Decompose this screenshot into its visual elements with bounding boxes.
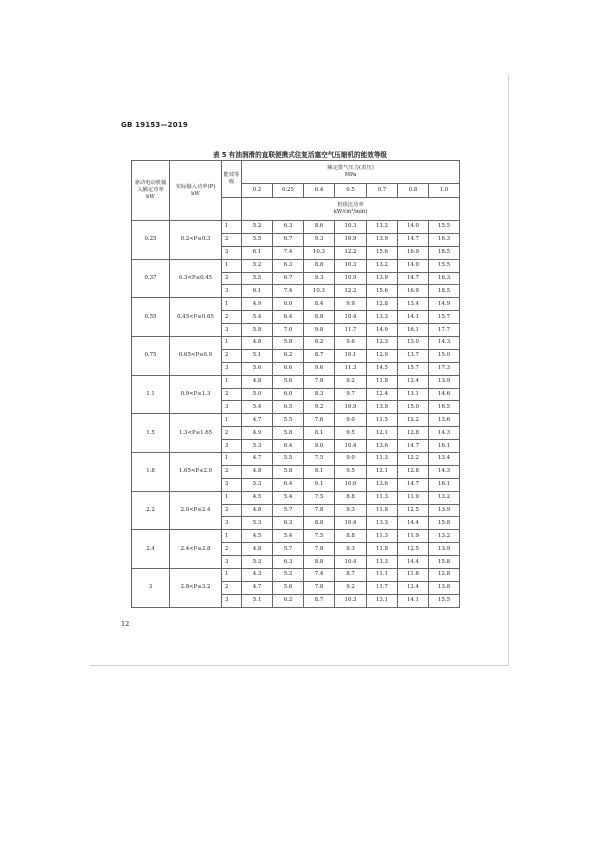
value-cell: 6.5	[273, 401, 304, 414]
pressure-value: 0.4	[304, 184, 335, 198]
value-cell: 5.8	[273, 427, 304, 440]
value-cell: 7.4	[273, 285, 304, 298]
rated-power-cell: 0.37	[132, 259, 170, 298]
value-cell: 14.6	[429, 388, 460, 401]
value-cell: 5.3	[273, 569, 304, 582]
value-cell: 13.9	[429, 543, 460, 556]
value-cell: 5.3	[242, 517, 273, 530]
value-cell: 6.1	[242, 246, 273, 259]
value-cell: 5.6	[273, 375, 304, 388]
value-cell: 12.9	[367, 349, 398, 362]
value-cell: 15.0	[429, 349, 460, 362]
value-cell: 4.7	[242, 414, 273, 427]
value-cell: 11.9	[398, 530, 429, 543]
value-cell: 5.2	[242, 259, 273, 272]
value-cell: 10.3	[335, 594, 367, 607]
power-range-cell: 1.65<P≤2.0	[170, 453, 222, 492]
value-cell: 12.2	[398, 414, 429, 427]
rated-power-cell: 3	[132, 569, 170, 608]
value-cell: 10.4	[335, 311, 367, 324]
value-cell: 5.0	[242, 388, 273, 401]
value-cell: 13.6	[429, 414, 460, 427]
value-cell: 8.8	[335, 491, 367, 504]
value-cell: 4.7	[242, 581, 273, 594]
value-cell: 9.0	[335, 453, 367, 466]
value-cell: 5.1	[242, 594, 273, 607]
pressure-value: 0.5	[335, 184, 367, 198]
value-cell: 9.2	[335, 375, 367, 388]
value-cell: 8.7	[304, 349, 335, 362]
value-cell: 5.5	[242, 272, 273, 285]
value-cell: 12.4	[367, 388, 398, 401]
rated-power-cell: 1.5	[132, 414, 170, 453]
grade-cell: 1	[222, 221, 242, 234]
value-cell: 10.4	[335, 517, 367, 530]
energy-efficiency-table	[131, 160, 460, 608]
value-cell: 5.4	[273, 530, 304, 543]
power-range-cell: 0.3<P≤0.45	[170, 259, 222, 298]
value-cell: 9.6	[335, 337, 367, 350]
value-cell: 6.0	[273, 388, 304, 401]
value-cell: 16.1	[429, 440, 460, 453]
value-cell: 10.1	[335, 349, 367, 362]
value-cell: 11.8	[398, 569, 429, 582]
value-cell: 6.4	[273, 311, 304, 324]
value-cell: 14.3	[429, 427, 460, 440]
table-row	[132, 259, 460, 272]
grade-cell: 1	[222, 569, 242, 582]
value-cell: 13.6	[367, 440, 398, 453]
value-cell: 5.4	[242, 311, 273, 324]
value-cell: 11.9	[398, 491, 429, 504]
value-cell: 10.3	[335, 259, 367, 272]
value-cell: 8.1	[304, 427, 335, 440]
power-range-cell: 2.8<P≤3.2	[170, 569, 222, 608]
value-cell: 16.1	[429, 478, 460, 491]
value-cell: 9.2	[335, 581, 367, 594]
value-cell: 5.6	[273, 581, 304, 594]
value-cell: 6.0	[273, 298, 304, 311]
value-cell: 9.3	[335, 504, 367, 517]
value-cell: 14.9	[429, 298, 460, 311]
value-cell: 11.3	[367, 491, 398, 504]
value-cell: 15.7	[429, 311, 460, 324]
value-cell: 5.8	[242, 324, 273, 337]
value-cell: 13.9	[429, 504, 460, 517]
table-row	[132, 375, 460, 388]
value-cell: 15.7	[398, 362, 429, 375]
grade-cell: 1	[222, 259, 242, 272]
value-cell: 15.5	[429, 594, 460, 607]
value-cell: 9.0	[335, 414, 367, 427]
grade-cell: 2	[222, 233, 242, 246]
value-cell: 7.0	[273, 324, 304, 337]
value-cell: 5.1	[242, 349, 273, 362]
value-cell: 8.7	[335, 569, 367, 582]
value-cell: 6.4	[273, 440, 304, 453]
value-cell: 8.7	[304, 594, 335, 607]
grade-cell: 1	[222, 530, 242, 543]
value-cell: 7.4	[304, 569, 335, 582]
value-cell: 14.5	[367, 362, 398, 375]
value-cell: 6.3	[273, 517, 304, 530]
grade-cell: 1	[222, 337, 242, 350]
value-cell: 14.0	[398, 221, 429, 234]
value-cell: 12.8	[367, 298, 398, 311]
value-cell: 8.6	[304, 221, 335, 234]
value-cell: 13.7	[398, 349, 429, 362]
table-row	[132, 569, 460, 582]
power-range-cell: 0.9<P≤1.3	[170, 375, 222, 414]
table-row	[132, 491, 460, 504]
value-cell: 14.7	[398, 440, 429, 453]
grade-cell: 2	[222, 504, 242, 517]
value-cell: 13.1	[398, 388, 429, 401]
value-cell: 10.6	[335, 478, 367, 491]
page-number: 12	[121, 620, 130, 628]
value-cell: 14.4	[398, 517, 429, 530]
value-cell: 8.8	[304, 311, 335, 324]
value-cell: 12.2	[398, 453, 429, 466]
value-cell: 8.1	[304, 465, 335, 478]
value-cell: 11.3	[335, 362, 367, 375]
value-cell: 5.8	[273, 337, 304, 350]
value-cell: 7.5	[304, 530, 335, 543]
value-cell: 12.2	[335, 246, 367, 259]
standard-code: GB 19153—2019	[121, 121, 188, 129]
power-range-cell: 1.3<P≤1.65	[170, 414, 222, 453]
value-cell: 17.3	[429, 362, 460, 375]
table-row	[132, 530, 460, 543]
value-cell: 12.8	[429, 569, 460, 582]
value-cell: 14.4	[398, 556, 429, 569]
rated-power-cell: 2.4	[132, 530, 170, 569]
value-cell: 17.7	[429, 324, 460, 337]
value-cell: 10.9	[335, 401, 367, 414]
value-cell: 13.3	[367, 311, 398, 324]
value-cell: 4.9	[242, 298, 273, 311]
value-cell: 7.8	[304, 581, 335, 594]
header-rated-power: 驱动电动机输入额定功率 kW	[132, 161, 170, 221]
value-cell: 15.6	[367, 285, 398, 298]
grade-cell: 3	[222, 556, 242, 569]
grade-cell: 3	[222, 285, 242, 298]
grade-cell: 2	[222, 427, 242, 440]
value-cell: 11.1	[367, 569, 398, 582]
value-cell: 6.2	[273, 594, 304, 607]
rated-power-cell: 0.55	[132, 298, 170, 337]
value-cell: 15.8	[429, 556, 460, 569]
value-cell: 4.7	[242, 453, 273, 466]
value-cell: 6.7	[273, 272, 304, 285]
power-range-cell: 0.65<P≤0.9	[170, 337, 222, 376]
value-cell: 12.8	[398, 427, 429, 440]
value-cell: 8.8	[304, 259, 335, 272]
value-cell: 13.6	[367, 478, 398, 491]
value-cell: 7.6	[304, 414, 335, 427]
value-cell: 16.5	[429, 401, 460, 414]
header-pressure	[242, 161, 460, 184]
value-cell: 13.8	[429, 581, 460, 594]
grade-cell: 2	[222, 349, 242, 362]
power-range-cell: 2.0<P≤2.4	[170, 491, 222, 530]
value-cell: 8.3	[304, 388, 335, 401]
value-cell: 9.3	[335, 543, 367, 556]
value-cell: 12.8	[398, 465, 429, 478]
value-cell: 18.5	[429, 246, 460, 259]
value-cell: 12.2	[335, 285, 367, 298]
value-cell: 4.8	[242, 465, 273, 478]
value-cell: 18.5	[429, 285, 460, 298]
value-cell: 13.4	[398, 298, 429, 311]
value-cell: 10.9	[335, 272, 367, 285]
grade-cell: 2	[222, 465, 242, 478]
value-cell: 14.3	[429, 465, 460, 478]
value-cell: 5.8	[273, 465, 304, 478]
value-cell: 14.7	[398, 233, 429, 246]
header-actual-power-label: 实际输入功率(P)	[175, 183, 216, 190]
value-cell: 9.9	[335, 298, 367, 311]
value-cell: 14.7	[398, 272, 429, 285]
grade-cell: 2	[222, 272, 242, 285]
value-cell: 12.4	[398, 375, 429, 388]
value-cell: 6.6	[273, 362, 304, 375]
value-cell: 13.2	[367, 221, 398, 234]
value-cell: 11.3	[367, 453, 398, 466]
value-cell: 11.8	[367, 375, 398, 388]
value-cell: 14.0	[398, 259, 429, 272]
value-cell: 9.7	[335, 388, 367, 401]
table-caption: 表 5 有油润滑的直联便携式往复活塞空气压缩机的能效等级	[212, 151, 388, 159]
value-cell: 11.5	[367, 414, 398, 427]
value-cell: 15.8	[429, 517, 460, 530]
value-cell: 12.4	[398, 581, 429, 594]
value-cell: 5.7	[273, 543, 304, 556]
value-cell: 11.8	[367, 504, 398, 517]
value-cell: 13.9	[367, 272, 398, 285]
value-cell: 12.5	[398, 543, 429, 556]
value-cell: 16.1	[398, 324, 429, 337]
value-cell: 8.8	[304, 556, 335, 569]
value-cell: 6.3	[273, 221, 304, 234]
value-cell: 16.9	[398, 285, 429, 298]
value-cell: 9.8	[304, 324, 335, 337]
pressure-value: 0.2	[242, 184, 273, 198]
header-specific-power	[242, 198, 460, 221]
grade-cell: 1	[222, 491, 242, 504]
value-cell: 10.3	[304, 246, 335, 259]
value-cell: 4.3	[242, 569, 273, 582]
value-cell: 9.2	[304, 401, 335, 414]
value-cell: 5.4	[273, 491, 304, 504]
value-cell: 13.3	[367, 556, 398, 569]
grade-cell: 3	[222, 246, 242, 259]
value-cell: 14.1	[398, 311, 429, 324]
power-range-cell: 2.4<P≤2.8	[170, 530, 222, 569]
value-cell: 7.4	[273, 246, 304, 259]
value-cell: 15.0	[398, 401, 429, 414]
value-cell: 5.3	[242, 556, 273, 569]
grade-cell: 3	[222, 594, 242, 607]
value-cell: 13.9	[429, 375, 460, 388]
grade-cell: 3	[222, 362, 242, 375]
value-cell: 9.3	[304, 272, 335, 285]
value-cell: 4.9	[242, 427, 273, 440]
value-cell: 8.4	[304, 298, 335, 311]
value-cell: 6.3	[273, 556, 304, 569]
value-cell: 4.5	[242, 491, 273, 504]
value-cell: 5.5	[242, 233, 273, 246]
header-grade: 能效等级	[222, 161, 242, 198]
pressure-value: 0.7	[367, 184, 398, 198]
grade-cell: 3	[222, 517, 242, 530]
value-cell: 7.5	[304, 491, 335, 504]
value-cell: 6.2	[273, 349, 304, 362]
value-cell: 15.6	[367, 246, 398, 259]
value-cell: 4.8	[242, 375, 273, 388]
value-cell: 13.2	[367, 259, 398, 272]
rated-power-cell: 1.1	[132, 375, 170, 414]
value-cell: 11.3	[367, 530, 398, 543]
header-actual-power-unit: kW	[191, 190, 200, 197]
value-cell: 5.3	[242, 440, 273, 453]
value-cell: 15.5	[429, 221, 460, 234]
header-specific-power-unit: kW/(m³/min)	[333, 209, 368, 215]
value-cell: 15.5	[429, 259, 460, 272]
value-cell: 11.7	[367, 581, 398, 594]
value-cell: 13.1	[367, 594, 398, 607]
value-cell: 4.8	[242, 337, 273, 350]
value-cell: 12.1	[367, 465, 398, 478]
value-cell: 11.7	[335, 324, 367, 337]
grade-cell: 1	[222, 453, 242, 466]
value-cell: 12.3	[367, 337, 398, 350]
value-cell: 8.8	[304, 517, 335, 530]
grade-cell: 1	[222, 414, 242, 427]
value-cell: 14.3	[429, 337, 460, 350]
pressure-value: 1.0	[429, 184, 460, 198]
grade-cell: 3	[222, 478, 242, 491]
power-range-cell: 0.2<P≤0.3	[170, 221, 222, 260]
value-cell: 5.3	[242, 478, 273, 491]
table-row	[132, 453, 460, 466]
value-cell: 9.1	[304, 478, 335, 491]
value-cell: 7.8	[304, 504, 335, 517]
value-cell: 10.3	[335, 221, 367, 234]
grade-cell: 1	[222, 375, 242, 388]
header-pressure-label: 额定排气压力(表压)	[327, 165, 374, 171]
rated-power-cell: 0.75	[132, 337, 170, 376]
value-cell: 6.7	[273, 233, 304, 246]
value-cell: 13.4	[429, 453, 460, 466]
grade-cell: 3	[222, 440, 242, 453]
value-cell: 4.5	[242, 530, 273, 543]
value-cell: 10.4	[335, 440, 367, 453]
table-row	[132, 337, 460, 350]
table-row	[132, 221, 460, 234]
value-cell: 16.9	[398, 246, 429, 259]
value-cell: 6.4	[273, 478, 304, 491]
value-cell: 9.5	[335, 465, 367, 478]
value-cell: 10.9	[335, 233, 367, 246]
value-cell: 5.6	[242, 362, 273, 375]
value-cell: 11.8	[367, 543, 398, 556]
value-cell: 10.4	[335, 556, 367, 569]
value-cell: 16.3	[429, 233, 460, 246]
value-cell: 5.4	[242, 401, 273, 414]
header-pressure-unit: MPa	[344, 172, 357, 178]
value-cell: 13.9	[367, 401, 398, 414]
pressure-value: 0.25	[273, 184, 304, 198]
value-cell: 9.6	[304, 362, 335, 375]
grade-cell: 2	[222, 581, 242, 594]
rated-power-cell: 1.8	[132, 453, 170, 492]
value-cell: 14.7	[398, 478, 429, 491]
grade-cell: 3	[222, 324, 242, 337]
grade-cell: 1	[222, 298, 242, 311]
value-cell: 6.1	[242, 285, 273, 298]
grade-cell: 2	[222, 543, 242, 556]
value-cell: 13.2	[429, 491, 460, 504]
value-cell: 7.8	[304, 543, 335, 556]
grade-cell: 2	[222, 388, 242, 401]
pressure-value: 0.8	[398, 184, 429, 198]
value-cell: 6.3	[273, 259, 304, 272]
value-cell: 10.3	[304, 285, 335, 298]
value-cell: 5.5	[273, 453, 304, 466]
value-cell: 8.8	[335, 530, 367, 543]
value-cell: 13.0	[398, 337, 429, 350]
table-row	[132, 298, 460, 311]
value-cell: 9.5	[335, 427, 367, 440]
value-cell: 5.2	[242, 221, 273, 234]
value-cell: 13.9	[367, 233, 398, 246]
value-cell: 13.3	[367, 517, 398, 530]
power-range-cell: 0.45<P≤0.65	[170, 298, 222, 337]
value-cell: 14.9	[367, 324, 398, 337]
value-cell: 7.8	[304, 375, 335, 388]
header-actual-power	[170, 161, 222, 221]
value-cell: 9.3	[304, 233, 335, 246]
value-cell: 8.2	[304, 337, 335, 350]
value-cell: 9.0	[304, 440, 335, 453]
value-cell: 13.2	[429, 530, 460, 543]
value-cell: 5.7	[273, 504, 304, 517]
value-cell: 4.8	[242, 543, 273, 556]
rated-power-cell: 0.25	[132, 221, 170, 260]
value-cell: 16.3	[429, 272, 460, 285]
value-cell: 12.1	[367, 427, 398, 440]
header-grade-blank	[222, 198, 242, 221]
value-cell: 4.8	[242, 504, 273, 517]
table-row	[132, 414, 460, 427]
grade-cell: 3	[222, 401, 242, 414]
value-cell: 7.5	[304, 453, 335, 466]
value-cell: 5.5	[273, 414, 304, 427]
value-cell: 12.5	[398, 504, 429, 517]
rated-power-cell: 2.2	[132, 491, 170, 530]
header-specific-power-label: 机组比功率	[337, 202, 364, 208]
grade-cell: 2	[222, 311, 242, 324]
value-cell: 14.1	[398, 594, 429, 607]
